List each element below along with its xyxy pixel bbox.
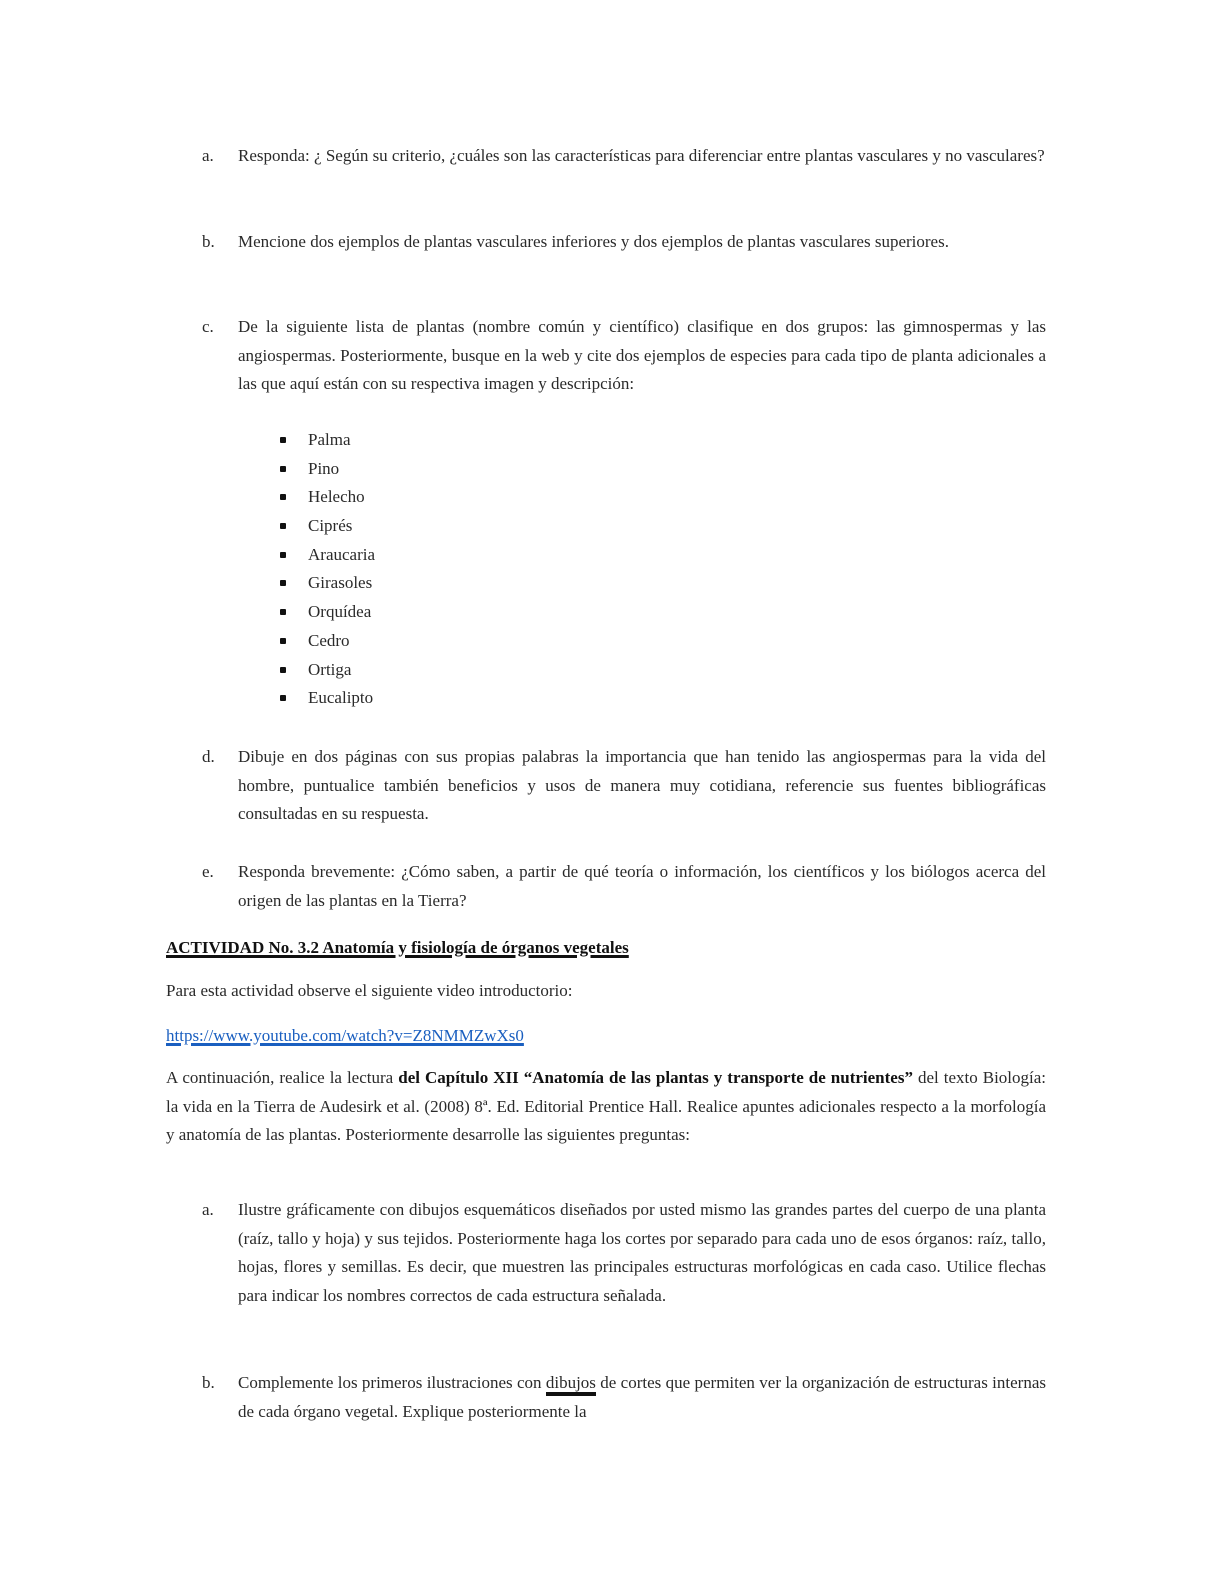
bullet-icon <box>280 552 286 558</box>
list-item <box>278 569 375 598</box>
plant-list <box>278 426 375 713</box>
bullet-icon <box>280 437 286 443</box>
bullet-icon <box>280 609 286 615</box>
question-text: Responda brevemente: ¿Cómo saben, a partir de qué teoría o información, los científicos y los biólogos acerca del origen de las plantas en la Tierra? <box>238 862 1046 910</box>
bullet-icon <box>280 638 286 644</box>
list-marker: c. <box>202 317 214 336</box>
reading-paragraph <box>166 1064 1046 1150</box>
list-marker: e. <box>202 862 214 881</box>
video-link[interactable]: https://www.youtube.com/watch?v=Z8NMMZwXs0 <box>166 1026 524 1045</box>
question-text: Mencione dos ejemplos de plantas vasculares inferiores y dos ejemplos de plantas vasculares superiores. <box>238 232 949 251</box>
question-text-after: de cortes que permiten ver la organización de estructuras internas de cada órgano vegetal. Explique posteriormente la <box>238 1373 1046 1421</box>
paragraph-lead: A continuación, realice la lectura <box>166 1068 394 1087</box>
plant-name: Araucaria <box>308 544 376 564</box>
plant-name: Ciprés <box>308 516 353 536</box>
bullet-icon <box>280 494 286 500</box>
highlighted-word: dibujos <box>546 1373 596 1396</box>
question-text: Dibuje en dos páginas con sus propias palabras la importancia que han tenido las angiospermas para la vida del hombre, puntualice también beneficios y usos de manera muy cotidiana, referencie sus fuentes bibliográficas consultadas en su respuesta. <box>238 747 1046 823</box>
question-text: Ilustre gráficamente con dibujos esquemáticos diseñados por usted mismo las grandes partes del cuerpo de una planta (raíz, tallo y hoja) y sus tejidos. Posteriormente haga los cortes por separado para cada uno de esos órganos: raíz, tallo, hojas, flores y semillas. Es decir, que muestren las principales estructuras morfológicas en cada caso. Utilice flechas para indicar los nombres correctos de cada estructura señalada. <box>238 1200 1046 1305</box>
paragraph-bold: del Capítulo XII “Anatomía de las plantas y transporte de nutrientes” <box>398 1068 913 1087</box>
question-text-before: Complemente los primeros ilustraciones con <box>238 1373 546 1392</box>
list-marker: a. <box>202 1200 214 1219</box>
plant-name: Cedro <box>308 630 350 650</box>
question-text <box>238 1369 1046 1426</box>
list-item <box>278 512 375 541</box>
bullet-icon <box>280 667 286 673</box>
list-item <box>278 426 375 455</box>
list-marker: b. <box>202 232 215 251</box>
list-item <box>278 541 375 570</box>
list-marker: a. <box>202 146 214 165</box>
list-item <box>278 684 375 713</box>
plant-name: Eucalipto <box>308 688 374 708</box>
list-marker: b. <box>202 1373 215 1392</box>
intro-text: Para esta actividad observe el siguiente video introductorio: <box>166 981 573 1000</box>
plant-name: Palma <box>308 430 351 449</box>
plant-name: Ortiga <box>308 659 352 679</box>
plant-name: Orquídea <box>308 602 372 622</box>
list-item <box>278 627 375 656</box>
plant-name: Girasoles <box>308 573 373 593</box>
plant-name: Helecho <box>308 487 365 507</box>
list-marker: d. <box>202 747 215 766</box>
plant-name: Pino <box>308 458 340 478</box>
question-text: Responda: ¿ Según su criterio, ¿cuáles son las características para diferenciar entre plantas vasculares y no vasculares? <box>238 146 1045 165</box>
bullet-icon <box>280 580 286 586</box>
list-item <box>278 656 375 685</box>
paragraph-rest: del texto Biología: la vida en la Tierra de Audesirk et al. (2008) 8ª. Ed. Editorial Prentice Hall. Realice apuntes adicionales respecto a la morfología y anatomía de las plantas. Posteriormente desarrolle las siguientes preguntas: <box>166 1068 1047 1144</box>
list-item <box>278 598 375 627</box>
bullet-icon <box>280 695 286 701</box>
list-item <box>278 455 375 484</box>
bullet-icon <box>280 523 286 529</box>
question-text: De la siguiente lista de plantas (nombre común y científico) clasifique en dos grupos: las gimnospermas y las angiospermas. Posteriormente, busque en la web y cite dos ejemplos de especies para cada tipo de planta adicionales a las que aquí están con su respectiva imagen y descripción: <box>238 317 1046 393</box>
list-item <box>278 483 375 512</box>
section-heading: ACTIVIDAD No. 3.2 Anatomía y fisiología de órganos vegetales <box>166 938 629 957</box>
bullet-icon <box>280 466 286 472</box>
